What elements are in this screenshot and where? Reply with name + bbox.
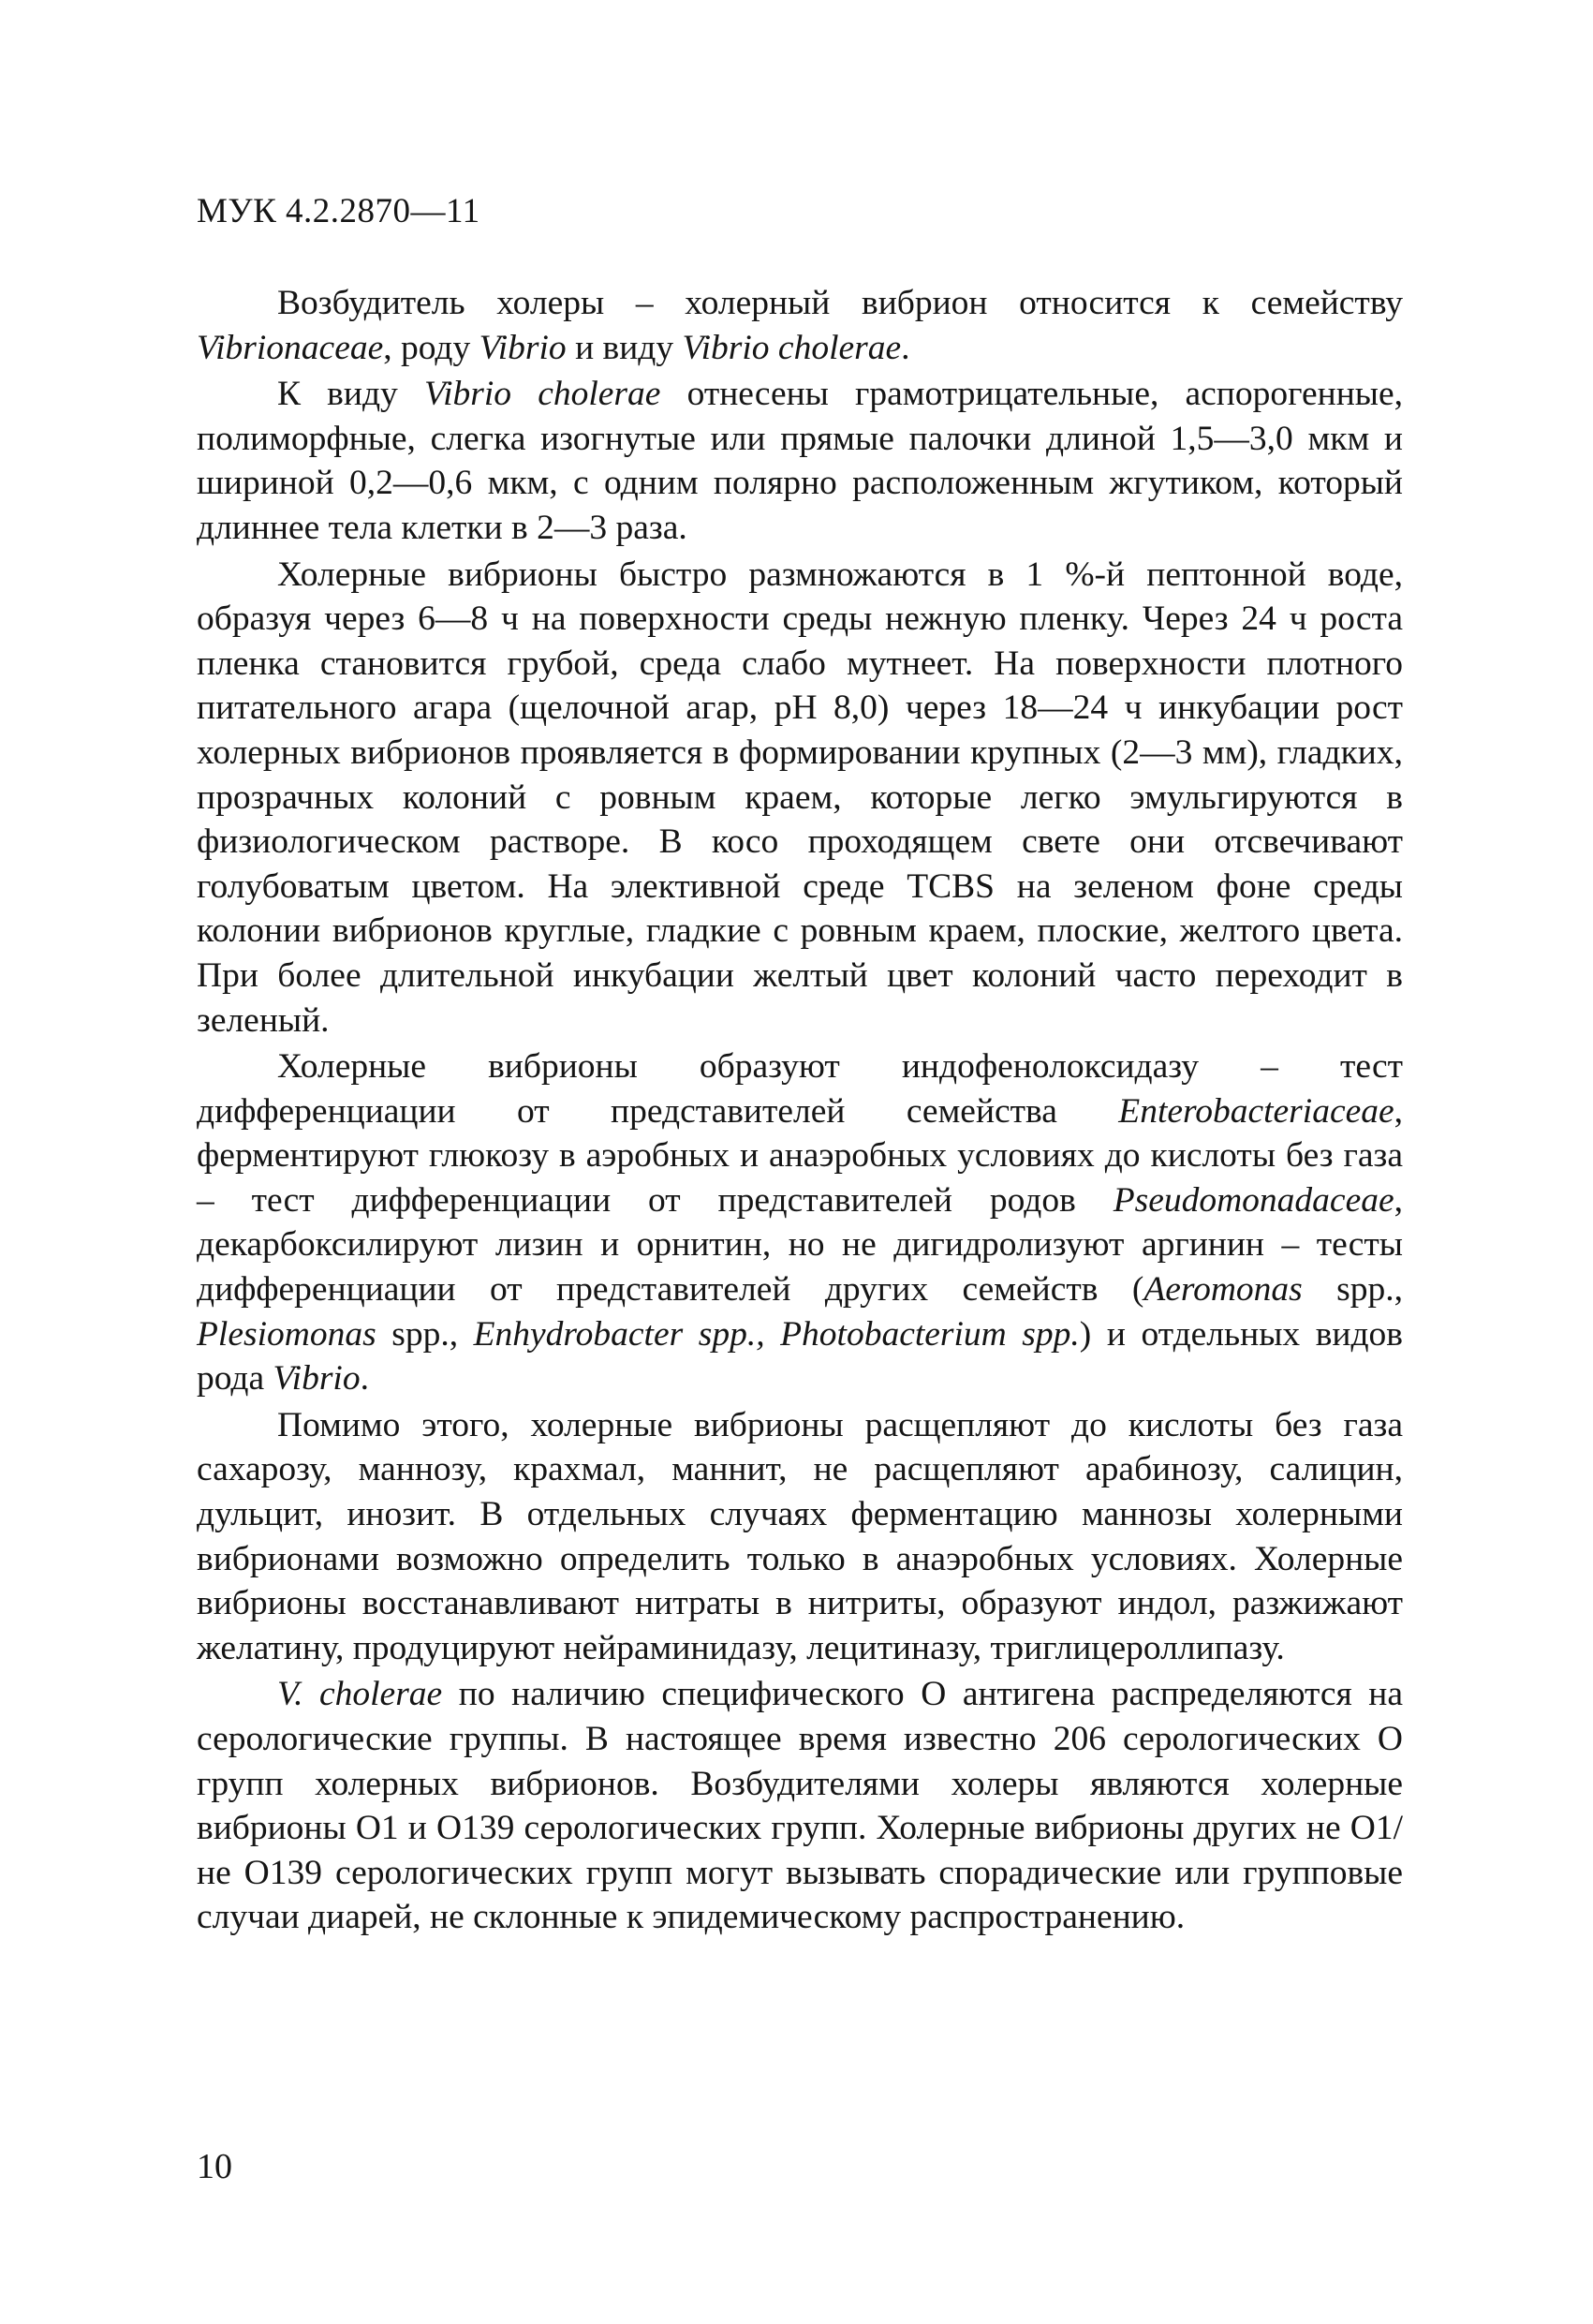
text-run: . xyxy=(360,1359,369,1399)
italic-term: Pseudomonadaceae xyxy=(1113,1180,1394,1220)
text-run: К виду xyxy=(277,375,424,414)
italic-term: Vibrio cholerae xyxy=(682,328,902,367)
italic-term: V. cholerae xyxy=(277,1675,443,1714)
page-number: 10 xyxy=(197,2147,232,2186)
italic-term: Vibrio cholerae xyxy=(423,375,661,414)
text-run: и виду xyxy=(566,328,683,367)
document-header: МУК 4.2.2870—11 xyxy=(197,192,480,230)
paragraph xyxy=(197,372,1403,550)
text-run: Холерные вибрионы быстро размножаются в 1 %-й пептонной воде, образуя через 6—8 ч на поверхности среды нежную пленку. Через 24 ч роста пленка становится грубой, среда слабо мутнеет. На поверхности плотного питательного агара (щелочной агар, pH 8,0) через 18—24 ч инкубации рост холерных вибрионов проявляется в формировании крупных (2—3 мм), гладких, прозрачных колоний с ровным краем, которые легко эмульгируются в физиологическом растворе. В косо проходящем свете они отсвечивают голубоватым цветом. На элективной среде TCBS на зеленом фоне среды колонии вибрионов круглые, гладкие с ровным краем, плоские, желтого цвета. При более длительной инкубации желтый цвет колоний часто переходит в зеленый. xyxy=(197,555,1403,1040)
text-run: ) и отдельных видов рода xyxy=(197,1314,1404,1399)
text-run: , декарбоксилируют лизин и орнитин, но не дигидролизуют аргинин – тесты дифференциации от представителей других семейств ( xyxy=(197,1180,1403,1310)
italic-term: Vibrio xyxy=(273,1359,361,1399)
italic-term: Aeromonas xyxy=(1143,1270,1303,1310)
paragraph xyxy=(197,1403,1403,1671)
italic-term: Vibrio xyxy=(479,328,567,367)
text-run: spp., xyxy=(1302,1270,1403,1310)
document-body xyxy=(197,281,1403,1942)
text-run: Возбудитель холеры – холерный вибрион относится к семейству xyxy=(277,284,1403,322)
text-run: отнесены грамотрицательные, аспорогенные, полиморфные, слегка изогнутые или прямые палочки длиной 1,5—3,0 мкм и шириной 0,2—0,6 мкм, с одним полярно расположенным жгутиком, который длиннее тела клетки в 2—3 раза. xyxy=(197,375,1403,547)
italic-term: Enhydrobacter spp., Photobacterium spp. xyxy=(473,1314,1080,1354)
paragraph xyxy=(197,1044,1403,1401)
text-run: Помимо этого, холерные вибрионы расщепляют до кислоты без газа сахарозу, маннозу, крахмал, маннит, не расщепляют арабинозу, салицин, дульцит, инозит. В отдельных случаях ферментацию маннозы холерными вибрионами возможно определить только в анаэробных условиях. Холерные вибрионы восстанавливают нитраты в нитриты, образуют индол, разжижают желатину, продуцируют нейраминидазу, лецитиназу, триглицероллипазу. xyxy=(197,1405,1403,1667)
text-run: Холерные вибрионы образуют индофенолоксидазу – тест дифференциации от представителей семейства xyxy=(197,1047,1403,1131)
text-run: по наличию специфического О антигена распределяются на серологические группы. В настоящее время известно 206 серологических О групп холерных вибрионов. Возбудителями холеры являются холерные вибрионы O1 и O139 серологических групп. Холерные вибрионы других не O1/не O139 серологических групп могут вызывать спорадические или групповые случаи диарей, не склонные к эпидемическому распространению. xyxy=(197,1675,1403,1937)
paragraph xyxy=(197,1672,1403,1940)
text-run: , роду xyxy=(383,328,479,367)
text-run: . xyxy=(901,328,910,367)
paragraph xyxy=(197,553,1403,1044)
italic-term: Plesiomonas xyxy=(197,1314,376,1354)
paragraph xyxy=(197,281,1403,370)
italic-term: Vibrionaceae xyxy=(197,328,384,367)
text-run: , ферментируют глюкозу в аэробных и анаэробных условиях до кислоты без газа – тест дифференциации от представителей родов xyxy=(197,1091,1403,1220)
italic-term: Enterobacteriaceae xyxy=(1118,1091,1394,1131)
text-run: spp., xyxy=(376,1314,474,1354)
